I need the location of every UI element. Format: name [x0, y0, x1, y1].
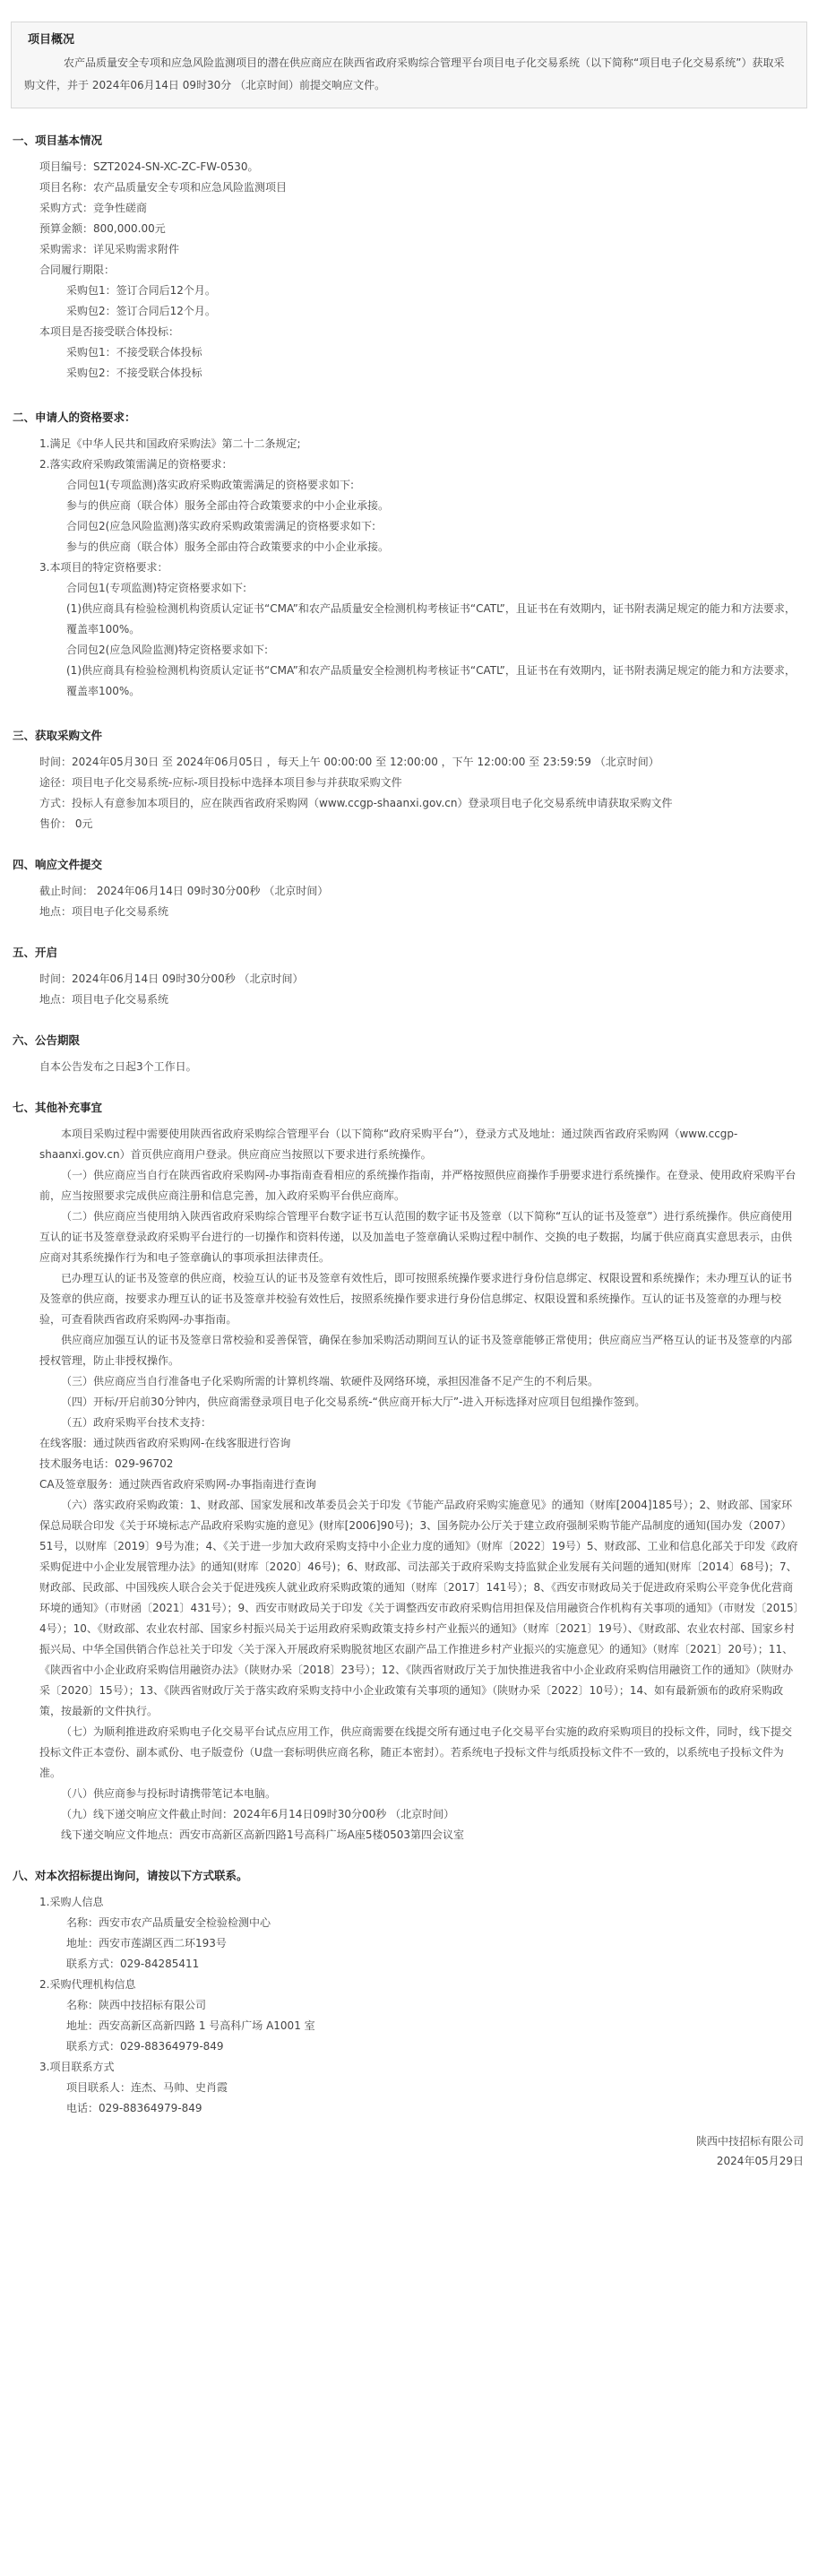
section-title: 四、响应文件提交	[13, 858, 103, 871]
obtain-price: 售价： 0元	[39, 817, 93, 830]
section-other-matters	[13, 1099, 801, 1846]
opening-location: 地点：项目电子化交易系统	[39, 993, 169, 1006]
section-contacts	[13, 1867, 801, 2119]
contact-line: 地址：西安市莲湖区西二环193号	[66, 1937, 227, 1949]
item-8: （八）供应商参与投标时请携带笔记本电脑。	[61, 1787, 277, 1800]
notice-period-text: 自本公告发布之日起3个工作日。	[39, 1060, 197, 1073]
support-online: 在线客服：通过陕西省政府采购网-在线客服进行咨询	[39, 1437, 291, 1449]
platform-intro: 本项目采购过程中需要使用陕西省政府采购综合管理平台（以下简称“政府采购平台”），登录方式及地址：通过陕西省政府采购网（www.ccgp-shaanxi.gov.cn）首页供应商用户登录。供应商应当按照以下要求进行系统操作。	[39, 1128, 738, 1161]
basic-info-line: 采购包2：不接受联合体投标	[66, 367, 202, 379]
contact-line: 电话：029-88364979-849	[66, 2102, 202, 2114]
package2-requirement-head: 合同包2(应急风险监测)特定资格要求如下:	[66, 644, 269, 656]
qualification-line: 合同包1(专项监测)特定资格要求如下:	[66, 582, 247, 594]
overview-text: 农产品质量安全专项和应急风险监测项目的潜在供应商应在陕西省政府采购综合管理平台项目电子化交易系统（以下简称“项目电子化交易系统”）获取采购文件，并于 2024年06月14日 09时30分 （北京时间）前提交响应文件。	[24, 56, 785, 91]
package1-requirement: (1)供应商具有检验检测机构资质认定证书“CMA”和农产品质量安全检测机构考核证书“CATL”，且证书在有效期内，证书附表满足规定的能力和方法要求，覆盖率100%。	[66, 602, 796, 635]
qualification-line: 参与的供应商（联合体）服务全部由符合政策要求的中小企业承接。	[66, 499, 390, 512]
section-basic-info	[13, 132, 801, 384]
contact-group-head: 1.采购人信息	[39, 1896, 104, 1908]
contact-line: 名称：西安市农产品质量安全检验检测中心	[66, 1916, 271, 1929]
basic-info-line: 项目名称：农产品质量安全专项和应急风险监测项目	[39, 181, 288, 194]
item-7: （七）为顺利推进政府采购电子化交易平台试点应用工作，供应商需要在线提交所有通过电子化交易平台实施的政府采购项目的投标文件，同时，线下提交投标文件正本壹份、副本贰份、电子版壹份（U盘一套标明供应商名称，随正本密封）。若系统电子投标文件与纸质投标文件不一致的，以系统电子投标文件为准。	[39, 1725, 793, 1779]
basic-info-line: 采购包1：不接受联合体投标	[66, 346, 202, 359]
item-4: （四）开标/开启前30分钟内，供应商需登录项目电子化交易系统-“供应商开标大厅”-进入开标选择对应项目包组操作签到。	[61, 1396, 646, 1408]
obtain-time: 时间：2024年05月30日 至 2024年06月05日 ，每天上午 00:00:00 至 12:00:00 ，下午 12:00:00 至 23:59:59 （北京时间）	[39, 756, 659, 768]
section-submission	[13, 856, 801, 922]
basic-info-list	[13, 157, 801, 384]
signature-date: 2024年05月29日	[716, 2155, 804, 2167]
basic-info-line: 合同履行期限：	[39, 264, 116, 276]
item-1: （一）供应商应当自行在陕西省政府采购网-办事指南查看相应的系统操作指南，并严格按照供应商操作手册要求进行系统操作。在登录、使用政府采购平台前，应当按照要求完成供应商注册和信息完善，加入政府采购平台供应商库。	[39, 1169, 796, 1202]
qualification-line: 合同包2(应急风险监测)落实政府采购政策需满足的资格要求如下:	[66, 520, 376, 532]
qualification-line: 1.满足《中华人民共和国政府采购法》第二十二条规定;	[39, 437, 301, 450]
support-phone: 技术服务电话：029-96702	[39, 1457, 174, 1470]
opening-time: 时间：2024年06月14日 09时30分00秒 （北京时间）	[39, 972, 304, 985]
basic-info-line: 采购需求：详见采购需求附件	[39, 243, 180, 255]
contact-line: 项目联系人：连杰、马帅、史肖霞	[66, 2081, 228, 2094]
contact-line: 联系方式：029-88364979-849	[66, 2040, 224, 2053]
section-title: 一、项目基本情况	[13, 134, 103, 147]
qualification-line: 参与的供应商（联合体）服务全部由符合政策要求的中小企业承接。	[66, 540, 390, 553]
qualification-line: 3.本项目的特定资格要求：	[39, 561, 168, 574]
basic-info-line: 采购包2：签订合同后12个月。	[66, 305, 216, 317]
item-2-cont: 已办理互认的证书及签章的供应商，校验互认的证书及签章有效性后，即可按照系统操作要求进行身份信息绑定、权限设置和系统操作；未办理互认的证书及签章的供应商，按要求办理互认的证书及签章并校验有效性后，按照系统操作要求进行身份信息绑定、权限设置和系统操作。互认的证书及签章的办理与校验，可查看陕西省政府采购网-办事指南。	[39, 1272, 793, 1326]
contact-line: 联系方式：029-84285411	[66, 1958, 200, 1970]
contact-group-head: 3.项目联系方式	[39, 2061, 115, 2073]
section-title: 三、获取采购文件	[13, 729, 103, 742]
support-ca: CA及签章服务：通过陕西省政府采购网-办事指南进行查询	[39, 1478, 316, 1491]
section-title: 六、公告期限	[13, 1033, 81, 1047]
item-2: （二）供应商应当使用纳入陕西省政府采购综合管理平台数字证书互认范围的数字证书及签章（以下简称“互认的证书及签章”）进行系统操作。供应商使用互认的证书及签章登录政府采购平台进行的一切操作和资料传递，以及加盖电子签章确认采购过程中制作、交换的电子数据，均属于供应商真实意思表示，由供应商对其系统操作行为和电子签章确认的事项承担法律责任。	[39, 1210, 793, 1264]
item-3: （三）供应商应当自行准备电子化采购所需的计算机终端、软硬件及网络环境，承担因准备不足产生的不利后果。	[61, 1375, 599, 1387]
section-title: 七、其他补充事宜	[13, 1101, 103, 1114]
section-obtain-documents	[13, 727, 801, 834]
item-5: （五）政府采购平台技术支持：	[61, 1416, 212, 1429]
section-title: 二、申请人的资格要求：	[13, 411, 136, 424]
signature-org: 陕西中技招标有限公司	[695, 2135, 804, 2148]
submission-location: 地点：项目电子化交易系统	[39, 905, 169, 918]
obtain-method: 方式：投标人有意参加本项目的，应在陕西省政府采购网（www.ccgp-shaanxi.gov.cn）登录项目电子化交易系统申请获取采购文件	[39, 797, 673, 809]
obtain-channel: 途径：项目电子化交易系统-应标-项目投标中选择本项目参与并获取采购文件	[39, 776, 402, 789]
qualification-list	[13, 434, 801, 599]
contact-line: 地址：西安高新区高新四路 1 号高科广场 A1001 室	[66, 2019, 315, 2032]
section-notice-period	[13, 1032, 801, 1077]
package2-requirement: (1)供应商具有检验检测机构资质认定证书“CMA”和农产品质量安全检测机构考核证书“CATL”，且证书在有效期内，证书附表满足规定的能力和方法要求，覆盖率100%。	[66, 664, 796, 697]
basic-info-line: 采购方式：竞争性磋商	[39, 202, 148, 214]
contact-line: 名称：陕西中技招标有限公司	[66, 1999, 207, 2011]
overview-title: 项目概况	[28, 33, 75, 47]
section-title: 八、对本次招标提出询问，请按以下方式联系。	[13, 1869, 248, 1882]
basic-info-line: 采购包1：签订合同后12个月。	[66, 284, 216, 297]
basic-info-line: 预算金额：800,000.00元	[39, 222, 166, 235]
contact-group-head: 2.采购代理机构信息	[39, 1978, 136, 1991]
item-2-cont2: 供应商应加强互认的证书及签章日常校验和妥善保管，确保在参加采购活动期间互认的证书及签章能够正常使用；供应商应当严格互认的证书及签章的内部授权管理，防止非授权操作。	[39, 1334, 793, 1367]
basic-info-line: 本项目是否接受联合体投标：	[39, 325, 180, 338]
section-title: 五、开启	[13, 946, 58, 959]
item-6: （六）落实政府采购政策：1、财政部、国家发展和改革委员会关于印发《节能产品政府采购实施意见》的通知（财库[2004]185号）；2、财政部、国家环保总局联合印发《关于环境标志产品政府采购实施的意见》(财库[2006]90号)；3、国务院办公厅关于建立政府强制采购节能产品制度的通知(国办发（2007）51号，以财库〔2019〕9号为准；4、《关于进一步加大政府采购支持中小企业力度的通知》（财库〔2022〕19号）5、财政部、工业和信息化部关于印发《政府采购促进中小企业发展管理办法》的通知(财库〔2020〕46号)；6、财政部、司法部关于政府采购支持监狱企业发展有关问题的通知(财库〔2014〕68号)；7、财政部、民政部、中国残疾人联合会关于促进残疾人就业政府采购政策的通知（财库〔2017〕141号）；8、《西安市财政局关于促进政府采购公平竞争优化营商环境的通知》（市财函〔2021〕431号）；9、西安市财政局关于印发《关于调整西安市政府采购信用担保及信用融资合作机构有关事项的通知》（市财发〔2015〕4号）；10、《财政部、农业农村部、国家乡村振兴局关于运用政府采购政策支持乡村产业振兴的通知》（财库〔2021〕19号）、《财政部、农业农村部、国家乡村振兴局、中华全国供销合作总社关于印发〈关于深入开展政府采购脱贫地区农副产品工作推进乡村产业振兴的实施意见〉的通知》（财库〔2021〕20号）；11、《陕西省中小企业政府采购信用融资办法》（陕财办采〔2018〕23号）；12、《陕西省财政厅关于加快推进我省中小企业政府采购信用融资工作的通知》（陕财办采〔2020〕15号）；13、《陕西省财政厅关于落实政府采购支持中小企业政策有关事项的通知》（陕财办采〔2022〕10号）；14、如有最新颁布的政府采购政策，按最新的文件执行。	[39, 1499, 799, 1717]
qualification-line: 合同包1(专项监测)落实政府采购政策需满足的资格要求如下:	[66, 479, 355, 491]
project-overview-box	[11, 22, 807, 108]
section-qualifications	[13, 409, 801, 702]
item-9-location: 线下递交响应文件地点：西安市高新区高新四路1号高科广场A座5楼0503第四会议室	[61, 1828, 465, 1841]
item-9: （九）线下递交响应文件截止时间：2024年6月14日09时30分00秒 （北京时间）	[61, 1808, 455, 1820]
qualification-line: 2.落实政府采购政策需满足的资格要求：	[39, 458, 233, 471]
submission-deadline: 截止时间： 2024年06月14日 09时30分00秒 （北京时间）	[39, 885, 329, 897]
basic-info-line: 项目编号：SZT2024-SN-XC-ZC-FW-0530。	[39, 160, 259, 173]
section-opening	[13, 944, 801, 1010]
